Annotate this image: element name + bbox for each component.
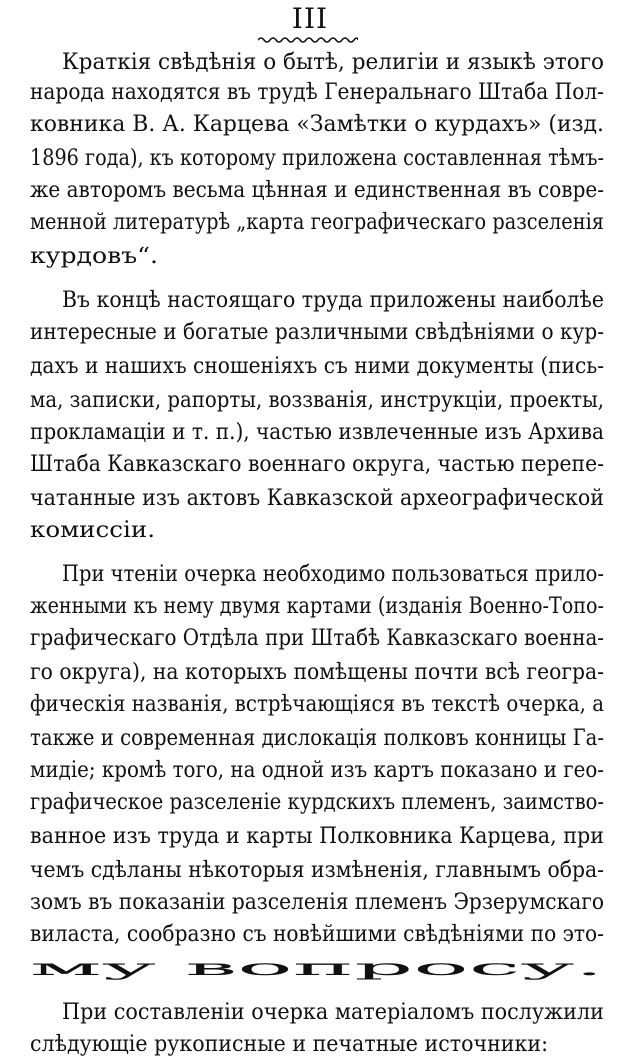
wavy-rule-ornament <box>258 35 358 45</box>
text-line: графическое разселеніе курдскихъ племенъ, заимство- <box>30 789 605 815</box>
text-line: 1896 года), къ которому приложена составленная тѣмъ- <box>30 145 604 171</box>
text-line: ма, записки, рапорты, воззванія, инструкціи, проекты, <box>30 387 605 413</box>
text-line: Въ концѣ настоящаго труда приложены наиболѣе <box>62 287 604 313</box>
text-line: му вопросу. <box>30 955 604 981</box>
text-line: При чтеніи очерка необходимо пользоваться прило- <box>62 561 604 587</box>
text-line: чатанные изъ актовъ Кавказской археографической <box>30 485 604 511</box>
text-line: дахъ и нашихъ сношеніяхъ съ ними документы (пись- <box>30 353 605 379</box>
text-line: курдовъ“. <box>30 243 159 269</box>
text-line: мидіе; кромѣ того, на одной изъ картъ показано и гео- <box>30 757 604 783</box>
text-line: Штаба Кавказскаго военнаго округа, частью перепе- <box>30 451 604 477</box>
text-line: чемъ сдѣланы нѣкоторыя измѣненія, главнымъ обра- <box>30 857 604 883</box>
text-line: женными къ нему двумя картами (изданія Военно-Топо- <box>30 593 605 619</box>
text-line: ковника В. А. Карцева «Замѣтки о курдахъ» (изд. <box>30 111 605 137</box>
text-line: Краткія свѣдѣнія о бытѣ, религіи и языкѣ этого <box>62 49 604 75</box>
text-line: При составленіи очерка матеріаломъ послужили <box>62 999 604 1025</box>
text-line: также и современная дислокація полковъ конницы Га- <box>30 725 605 751</box>
text-line: народа находятся въ трудѣ Генеральнаго Штаба Пол- <box>30 79 604 105</box>
text-line: ванное изъ труда и карты Полковника Карцева, при <box>30 823 605 849</box>
text-line: фическія названія, встрѣчающіяся въ текстѣ очерка, а <box>30 691 605 717</box>
text-line: комиссіи. <box>30 517 155 543</box>
text-line: интересные и богатые различными свѣдѣніями о кур- <box>30 319 604 345</box>
text-line: го округа), на которыхъ помѣщены почти всѣ геогра- <box>30 659 604 685</box>
page-number: III <box>291 2 329 35</box>
text-line: зомъ въ показаніи разселенія племенъ Эрзерумскаго <box>30 889 605 915</box>
text-line: графическаго Отдѣла при Штабѣ Кавказскаго военна- <box>30 625 605 651</box>
text-line: менной литературѣ „карта географическаго разселенія <box>30 209 604 235</box>
text-line: виласта, сообразно съ новѣйшими свѣдѣніями по это- <box>30 921 604 947</box>
text-line: же авторомъ весьма цѣнная и единственная въ совре- <box>30 177 604 203</box>
text-line: прокламаціи и т. п.), частью извлеченные изъ Архива <box>30 419 605 445</box>
text-line: слѣдующіе рукописные и печатные источники: <box>30 1031 548 1057</box>
